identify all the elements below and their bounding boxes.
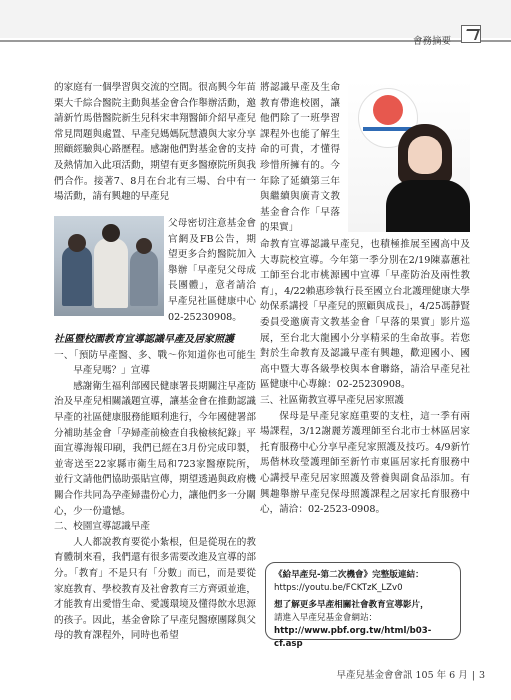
support-group-notice: 父母密切注意基金會官網及FB公告，期望更多合約醫院加入舉辦「早產兒父母成長團體」，意者請洽早產兒社區健康中心02-25230908。: [168, 218, 256, 323]
section-heading: 社區暨校園教育宣導認識早產及居家照護: [54, 334, 234, 345]
page-number: 3: [478, 670, 485, 681]
workshop-photo: [54, 216, 164, 316]
video-link[interactable]: https://youtu.be/FCKTzK_LZv0: [274, 583, 403, 593]
person-head: [102, 224, 120, 242]
publication-name: 早產兒基金會會訊 105 年 6 月: [336, 670, 468, 681]
list-item-1: 一、「預防早產醫、多、戰～你知道你也可能生早產兒嗎？」宣導: [54, 349, 256, 377]
left-paragraph-2: 感謝衛生福利部國民健康署長期關注早產防治及早產兒相關議題宣導，讓基金會在推動認識早產的社區健康服務能順利進行，今年國健署部分補助基金會「孕婦產前檢查自我檢核紀錄」平面宣導海報印刷，我們已經在3月份完成印製，並寄送至22家縣市衛生局和723家醫療院所，並行文請他們協助張貼宣傳，期望透過與政府機關合作共同為孕產婦盡份心力，讓他們多一分關心，少一份遺憾。: [54, 380, 256, 517]
infobox-instruction: 請進入早產兒基金會網站：: [274, 613, 378, 623]
page-footer: [336, 667, 485, 681]
right-top-text: 將認識早產及生命教育帶進校園，讓他們除了一班學習課程外也能了解生命的可貴，才懂得珍惜所擁有的。今年除了延續第三年與繼續與廣青文教基金會合作「早落的果實」: [260, 82, 340, 234]
person-figure: [94, 238, 128, 308]
left-side-text: [168, 216, 256, 325]
left-paragraph-3: 人人都說教育要從小紮根，但是從現在的教育體制來看，我們還有很多需要改進及宣導的部分。「教育」不是只有「分數」而已，而是要從家庭教育、學校教育及社會教育三方齊頭並進，才能教育出愛惜生命、愛護環境及懂得飲水思源的孩子。因此，基金會除了早產兒醫療團隊與父母的教育課程外，同時也希望: [54, 536, 256, 642]
section-title: 會務摘要: [412, 36, 451, 47]
logo-icon: [461, 25, 481, 43]
video-link-box: [265, 562, 461, 649]
person-head: [136, 238, 152, 254]
infobox-prompt: 想了解更多早產相關社會教育宣導影片，: [274, 600, 429, 610]
poster-graphic: [373, 95, 403, 125]
speaker-body: [386, 180, 470, 232]
footer-separator: |: [471, 670, 475, 681]
list-item-3: 三、社區衛教宣導早產兒居家照護: [260, 394, 404, 406]
list-item-2: 二、校園宣導認識早產: [54, 521, 150, 533]
right-column-top: [260, 80, 340, 236]
left-paragraph-1: 的家庭有一個學習與交流的空間。很高興今年苗栗大千綜合醫院主動與基金會合作舉辦活動，邀請新竹馬偕醫院新生兒科宋聿翔醫師介紹早產兒常見問題與處置、早產兒媽媽阮慧濃與大家分享照顧經驗與心路歷程。感謝他們對基金會的支持及熱情加入此項活動，期望有更多醫療院所與我們合作。接著7、8月在台北有三場、台中有一場活動，請有興趣的早產兒: [54, 82, 256, 203]
left-column: [54, 80, 256, 205]
right-paragraph-2: 保母是早產兒家庭重要的支柱，這一季有兩場課程，3/12謝麗芳護理師至台北市士林區居家托育服務中心分享早產兒家照護及技巧。4/9新竹馬偕林玫瑩護理師至新竹市東區居家托育服務中心講授早產兒居家照護及營養與副食品添加。有興趣舉辦早產兒保母照護課程之居家托育服務中心，請洽：02-2523-0908。: [260, 410, 470, 516]
left-column-lower: [54, 332, 256, 644]
person-head: [68, 234, 86, 252]
person-figure: [130, 250, 158, 306]
speaker-face: [408, 136, 442, 174]
right-paragraph-1: 命教育宣導認識早產兒，也積極推展至國高中及大專院校宣導。今年第一季分別在2/19陳嘉蕙社工師至台北市桃源國中宣導「早產防治及兩性教育」，4/22賴惠珍執行長至國立台北護理健康大學幼保系講授「早產兒的照顧與成長」，4/25馮靜賢委員受邀廣青文教基金會「早落的果實」影片巡展，至台北大龍國小分享精采的生命故事。若您對於生命教育及認識早產有興趣，歡迎國小、國高中暨大專各級學校與本會聯絡，請洽早產兒社區健康中心專線：02-25230908。: [260, 239, 470, 391]
speaker-photo: [348, 80, 470, 232]
person-figure: [62, 246, 92, 306]
infobox-title: 《給早產兒-第二次機會》完整版連結：: [274, 570, 424, 580]
website-link[interactable]: http://www.pbf.org.tw/html/b03-cf.asp: [274, 626, 432, 649]
right-column: [260, 237, 470, 518]
